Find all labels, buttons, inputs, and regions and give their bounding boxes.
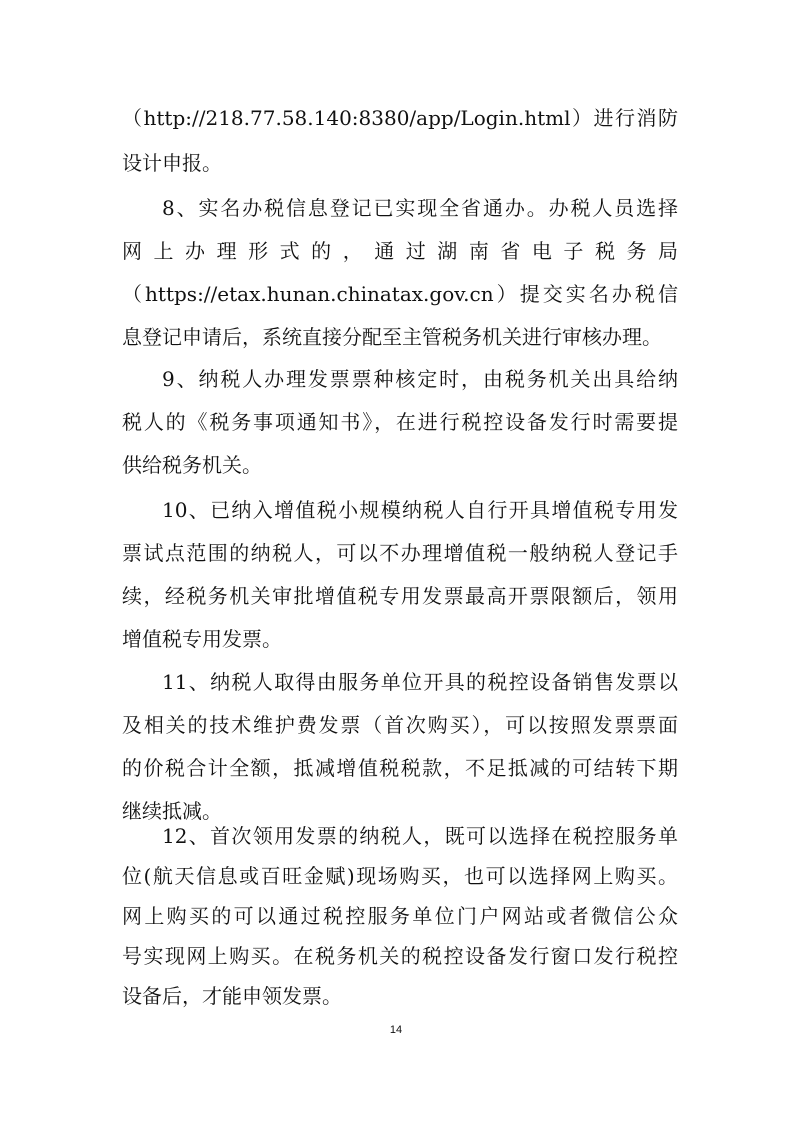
paragraph-10-line-1: 10、已纳入增值税小规模纳税人自行开具增值税专用发: [162, 498, 678, 522]
paragraph-10-line-4: 增值税专用发票。: [122, 627, 282, 651]
paragraph-8-line-1: 8、实名办税信息登记已实现全省通办。办税人员选择: [162, 196, 678, 220]
paragraph-12-line-5: 设备后，才能申领发票。: [122, 984, 342, 1008]
paragraph-11-line-1: 11、纳税人取得由服务单位开具的税控设备销售发票以: [162, 670, 678, 694]
paragraph-9-line-3: 供给税务机关。: [122, 453, 262, 477]
paragraph-8-line-3: （https://etax.hunan.chinatax.gov.cn）提交实名办税信: [122, 282, 678, 306]
paragraph-12-line-2: 位(航天信息或百旺金赋)现场购买，也可以选择网上购买。: [122, 864, 678, 888]
paragraph-9-line-2: 税人的《税务事项通知书》，在进行税控设备发行时需要提: [122, 410, 678, 434]
paragraph-11-line-2: 及相关的技术维护费发票（首次购买），可以按照发票票面: [122, 713, 678, 737]
page-number: 14: [389, 1024, 403, 1036]
paragraph-7-line-2: 设计申报。: [122, 151, 222, 175]
paragraph-11-line-4: 继续抵减。: [122, 799, 222, 823]
paragraph-12-line-4: 号实现网上购买。在税务机关的税控设备发行窗口发行税控: [122, 944, 678, 968]
paragraph-10-line-2: 票试点范围的纳税人，可以不办理增值税一般纳税人登记手: [122, 541, 678, 565]
paragraph-9-line-1: 9、纳税人办理发票票种核定时，由税务机关出具给纳: [162, 367, 678, 391]
paragraph-8-line-2: 网上办理形式的，通过湖南省电子税务局: [122, 239, 678, 263]
paragraph-12-line-1: 12、首次领用发票的纳税人，既可以选择在税控服务单: [162, 824, 678, 848]
paragraph-10-line-3: 续，经税务机关审批增值税专用发票最高开票限额后，领用: [122, 584, 678, 608]
paragraph-8-line-4: 息登记申请后，系统直接分配至主管税务机关进行审核办理。: [122, 325, 662, 349]
paragraph-7-line-1: （http://218.77.58.140:8380/app/Login.html）进行消防: [122, 106, 678, 130]
paragraph-12-line-3: 网上购买的可以通过税控服务单位门户网站或者微信公众: [122, 904, 678, 928]
paragraph-11-line-3: 的价税合计全额，抵减增值税税款，不足抵减的可结转下期: [122, 756, 678, 780]
